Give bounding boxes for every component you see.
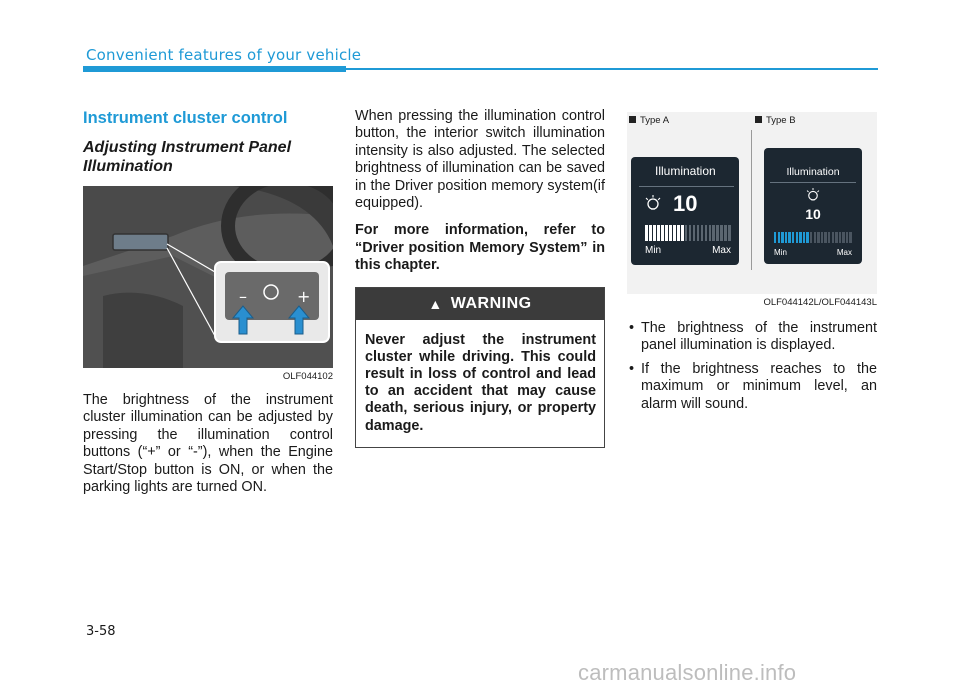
level-segment xyxy=(778,232,780,243)
type-divider xyxy=(751,130,752,270)
level-segment xyxy=(810,232,812,243)
image-caption: OLF044102 xyxy=(282,371,333,382)
body-paragraph: The brightness of the instrument cluster illumination can be adjusted by pressing the illumination control buttons (“+” or “-”), when the Engine Start/Stop button is ON, or when the parking lights are turned ON. xyxy=(83,392,333,496)
bullet-item: • If the brightness reaches to the maximum or minimum level, an alarm will sound. xyxy=(627,361,877,413)
level-segment xyxy=(846,232,848,243)
level-segment xyxy=(689,225,692,241)
type-b-level-bar xyxy=(774,232,852,243)
section-header: Convenient features of your vehicle xyxy=(86,46,362,64)
level-segment xyxy=(661,225,664,241)
type-b-label xyxy=(755,115,796,126)
warning-box xyxy=(355,287,605,448)
level-segment xyxy=(712,225,715,241)
level-segment xyxy=(842,232,844,243)
type-a-label-text: Type A xyxy=(640,115,670,126)
level-segment xyxy=(649,225,652,241)
level-segment xyxy=(685,225,688,241)
bullet-item: • The brightness of the instrument panel illumination is displayed. xyxy=(627,320,877,355)
level-segment xyxy=(697,225,700,241)
square-bullet-icon xyxy=(755,116,762,123)
type-b-screen-title: Illumination xyxy=(786,166,840,178)
level-segment xyxy=(849,232,851,243)
type-a-display xyxy=(631,157,739,265)
column-3 xyxy=(627,112,877,419)
level-segment xyxy=(788,232,790,243)
level-segment xyxy=(657,225,660,241)
level-segment xyxy=(673,225,676,241)
level-segment xyxy=(716,225,719,241)
level-segment xyxy=(720,225,723,241)
level-segment xyxy=(796,232,798,243)
type-b-level-value: 10 xyxy=(805,206,821,222)
level-segment xyxy=(814,232,816,243)
level-segment xyxy=(824,232,826,243)
level-segment xyxy=(709,225,712,241)
type-a-label xyxy=(629,115,669,126)
bullet-list xyxy=(627,320,877,413)
dashboard-photo xyxy=(83,186,333,368)
level-segment xyxy=(817,232,819,243)
type-b-label-text: Type B xyxy=(766,115,796,126)
page-number: 3-58 xyxy=(86,624,116,639)
square-bullet-icon xyxy=(629,116,636,123)
type-a-screen-title: Illumination xyxy=(655,164,716,178)
type-a-min-label: Min xyxy=(645,245,662,256)
subsection-title: Adjusting Instrument Panel Illumination xyxy=(83,139,292,175)
reference-note: For more information, refer to “Driver position Memory System” in this chapter. xyxy=(355,222,605,274)
level-segment xyxy=(724,225,727,241)
section-title: Instrument cluster control xyxy=(83,109,288,127)
brightness-icon xyxy=(645,195,661,215)
level-segment xyxy=(785,232,787,243)
level-segment xyxy=(792,232,794,243)
type-b-title-rule xyxy=(770,182,856,183)
illumination-display-figure xyxy=(627,112,877,294)
level-segment xyxy=(832,232,834,243)
warning-triangle-icon: ▲ xyxy=(428,295,443,312)
level-segment xyxy=(645,225,648,241)
dashboard-switch-illustration xyxy=(83,186,333,368)
level-segment xyxy=(774,232,776,243)
level-segment xyxy=(835,232,837,243)
brightness-icon xyxy=(806,188,820,205)
level-segment xyxy=(799,232,801,243)
level-segment xyxy=(803,232,805,243)
type-a-level-bar xyxy=(645,225,731,241)
column-2 xyxy=(355,108,605,448)
level-segment xyxy=(705,225,708,241)
level-segment xyxy=(701,225,704,241)
level-segment xyxy=(828,232,830,243)
warning-text: Never adjust the instrument cluster while driving. This could result in loss of control and lead to an accident that may cause death, serious injury, or property damage. xyxy=(365,331,596,434)
level-segment xyxy=(669,225,672,241)
type-a-title-rule xyxy=(639,186,734,187)
level-segment xyxy=(653,225,656,241)
column-1 xyxy=(83,108,333,506)
warning-header xyxy=(356,288,604,320)
svg-text:–: – xyxy=(239,287,247,306)
type-a-max-label: Max xyxy=(712,245,731,256)
watermark: carmanualsonline.info xyxy=(578,660,797,685)
type-b-max-label: Max xyxy=(836,248,852,257)
level-segment xyxy=(781,232,783,243)
body-paragraph: When pressing the illumination control button, the interior switch illumination intensity is also adjusted. The selected brightness of illumination can be saved in the Driver position memory system(if equipped). xyxy=(355,108,605,212)
level-segment xyxy=(821,232,823,243)
header-rule-thin xyxy=(346,68,878,70)
level-segment xyxy=(681,225,684,241)
level-segment xyxy=(728,225,731,241)
level-segment xyxy=(806,232,808,243)
svg-text:+: + xyxy=(297,287,311,306)
level-segment xyxy=(693,225,696,241)
warning-title: WARNING xyxy=(450,294,532,312)
type-b-min-label: Min xyxy=(774,248,787,257)
image-caption: OLF044142L/OLF044143L xyxy=(763,297,877,308)
header-rule-thick xyxy=(83,66,346,72)
level-segment xyxy=(677,225,680,241)
level-segment xyxy=(839,232,841,243)
type-a-level-value: 10 xyxy=(673,191,698,216)
type-b-display xyxy=(764,148,862,264)
level-segment xyxy=(665,225,668,241)
